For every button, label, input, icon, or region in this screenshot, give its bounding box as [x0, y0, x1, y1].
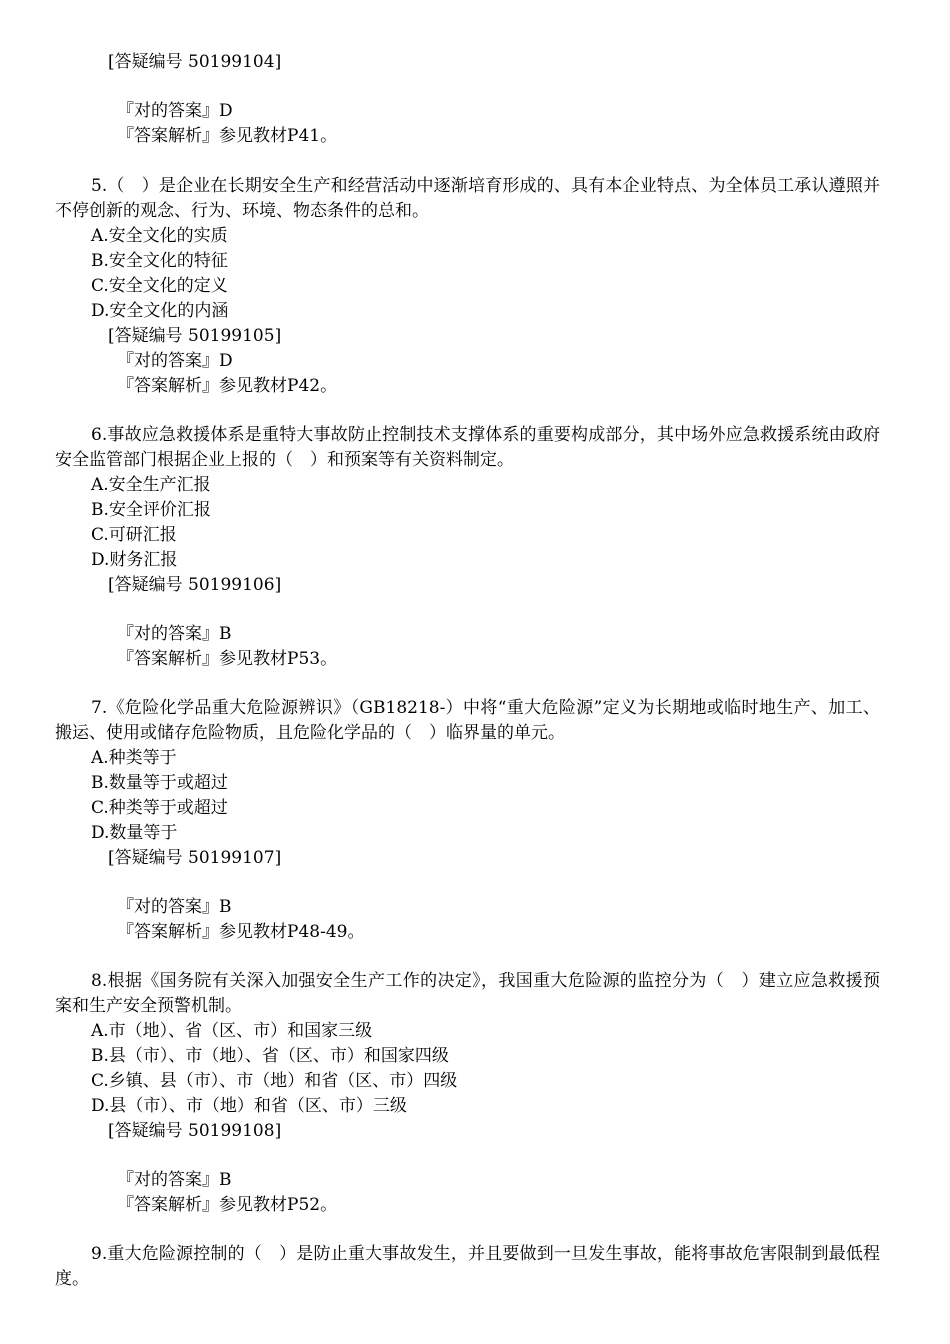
option-d: D.县（市）、市（地）和省（区、市）三级: [91, 1096, 407, 1116]
answer-explanation: 『答案解析』参见教材P53。: [117, 649, 338, 669]
answer-explanation: 『答案解析』参见教材P52。: [117, 1195, 338, 1215]
option-b: B.县（市）、市（地）、省（区、市）和国家四级: [91, 1046, 449, 1066]
correct-answer: 『对的答案』D: [117, 101, 233, 121]
option-d: D.数量等于: [91, 823, 178, 843]
qa-id-label: [答疑编号 50199106]: [108, 575, 282, 595]
question-stem: 8.根据《国务院有关深入加强安全生产工作的决定》，我国重大危险源的监控分为（ ）建立应急救援预案和生产安全预警机制。: [55, 971, 880, 1016]
option-d: D.财务汇报: [91, 550, 178, 570]
option-a: A.安全文化的实质: [91, 226, 228, 246]
answer-explanation: 『答案解析』参见教材P41。: [117, 126, 338, 146]
correct-answer: 『对的答案』D: [117, 351, 233, 371]
correct-answer: 『对的答案』B: [117, 1170, 232, 1190]
option-c: C.种类等于或超过: [91, 798, 228, 818]
option-b: B.安全文化的特征: [91, 251, 228, 271]
question-stem: 5.（ ）是企业在长期安全生产和经营活动中逐渐培育形成的、具有本企业特点、为全体员工承认遵照并不停创新的观念、行为、环境、物态条件的总和。: [55, 176, 880, 221]
option-c: C.可研汇报: [91, 525, 177, 545]
qa-id-label: [答疑编号 50199108]: [108, 1121, 282, 1141]
answer-explanation: 『答案解析』参见教材P42。: [117, 376, 338, 396]
qa-id-label: [答疑编号 50199107]: [108, 848, 282, 868]
option-c: C.乡镇、县（市）、市（地）和省（区、市）四级: [91, 1071, 458, 1091]
option-c: C.安全文化的定义: [91, 276, 228, 296]
qa-id-label: [答疑编号 50199104]: [108, 52, 282, 72]
option-b: B.数量等于或超过: [91, 773, 228, 793]
option-a: A.市（地）、省（区、市）和国家三级: [91, 1021, 373, 1041]
answer-explanation: 『答案解析』参见教材P48-49。: [117, 922, 365, 942]
option-a: A.安全生产汇报: [91, 475, 211, 495]
correct-answer: 『对的答案』B: [117, 624, 232, 644]
question-stem: 9.重大危险源控制的（ ）是防止重大事故发生，并且要做到一旦发生事故，能将事故危害限制到最低程度。: [55, 1244, 880, 1289]
question-stem: 7.《危险化学品重大危险源辨识》（GB18218-）中将“重大危险源”定义为长期地或临时地生产、加工、搬运、使用或储存危险物质，且危险化学品的（ ）临界量的单元。: [55, 698, 880, 743]
option-b: B.安全评价汇报: [91, 500, 211, 520]
correct-answer: 『对的答案』B: [117, 897, 232, 917]
option-a: A.种类等于: [91, 748, 177, 768]
qa-id-label: [答疑编号 50199105]: [108, 326, 282, 346]
question-stem: 6.事故应急救援体系是重特大事故防止控制技术支撑体系的重要构成部分，其中场外应急救援系统由政府安全监管部门根据企业上报的（ ）和预案等有关资料制定。: [55, 425, 880, 470]
option-d: D.安全文化的内涵: [91, 301, 229, 321]
